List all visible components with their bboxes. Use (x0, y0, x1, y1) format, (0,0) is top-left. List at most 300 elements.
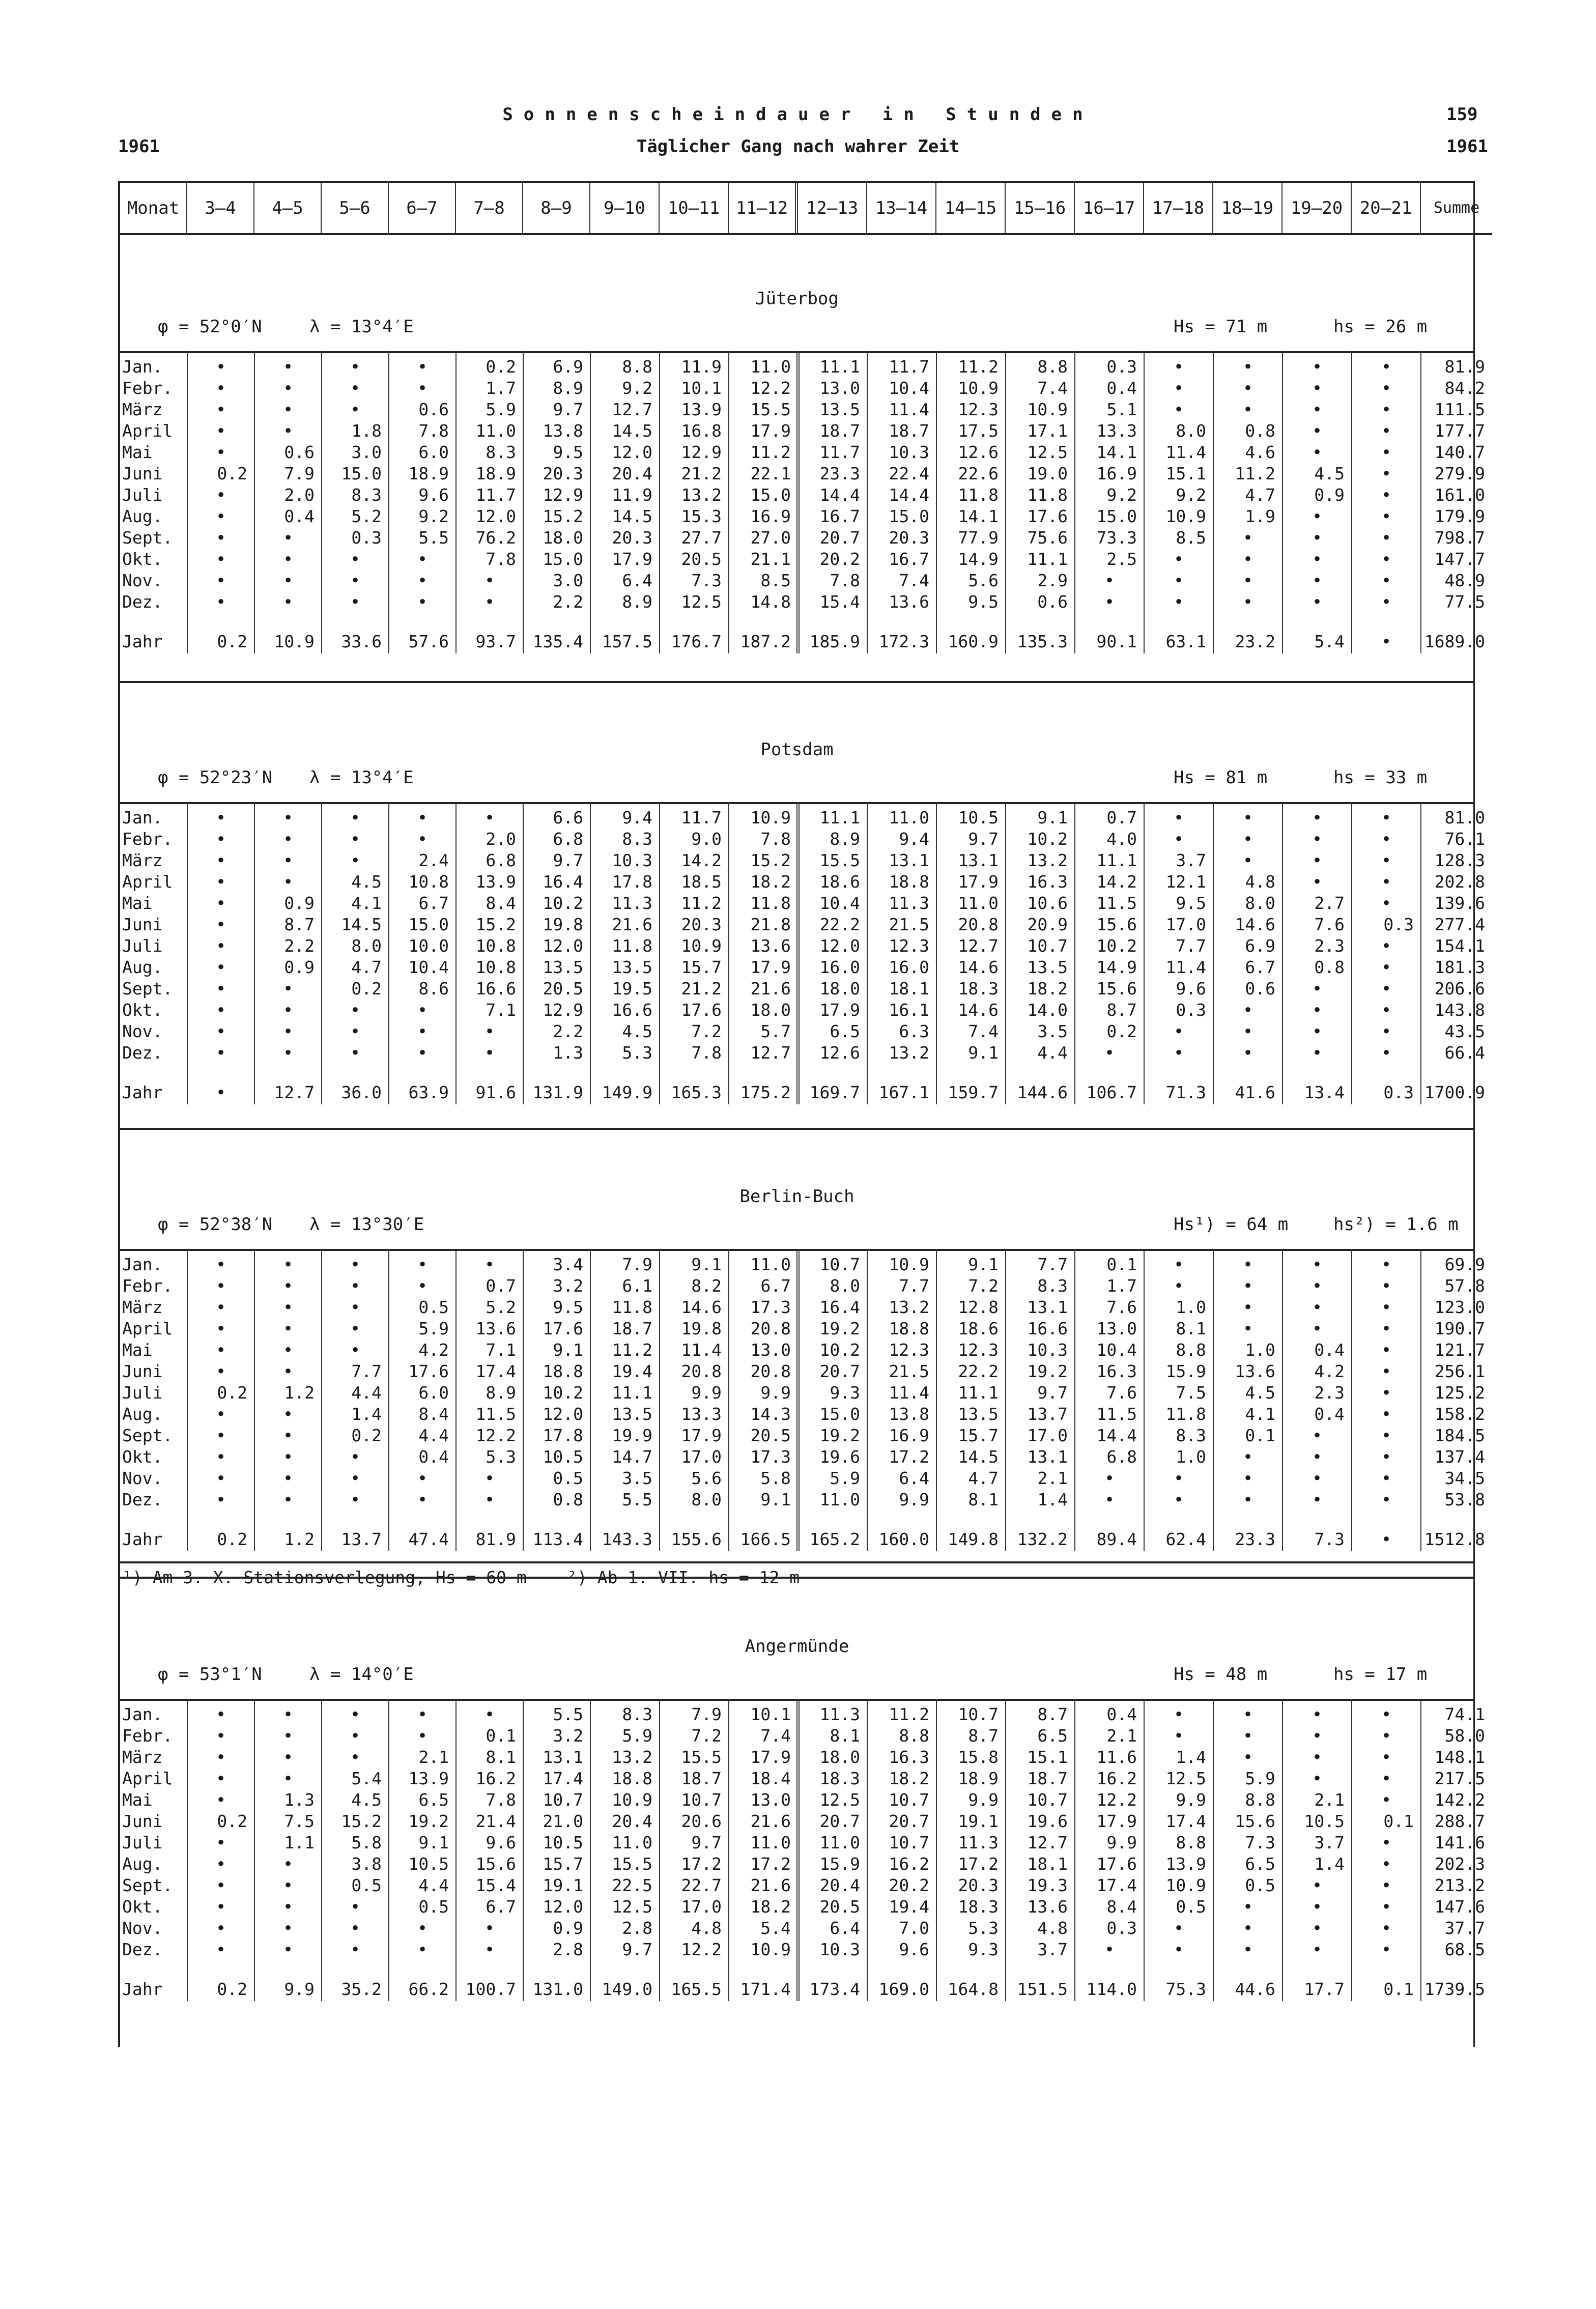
data-cell: • (1381, 1790, 1391, 1810)
data-cell: • (216, 872, 226, 892)
data-cell: 17.9 (819, 1000, 860, 1020)
data-cell: • (216, 571, 226, 590)
data-cell: 10.2 (1027, 829, 1068, 849)
data-cell: • (1243, 1704, 1253, 1724)
data-cell: • (1243, 571, 1253, 590)
data-cell: 18.4 (750, 1769, 791, 1788)
year-total-cell: 75.3 (1165, 1979, 1206, 1999)
year-total-cell: 57.6 (408, 632, 449, 651)
year-total-cell: 169.7 (809, 1082, 860, 1102)
data-cell: • (1104, 1043, 1115, 1063)
data-cell: 3.0 (351, 442, 382, 462)
year-total-cell: • (1381, 1529, 1391, 1549)
year-total-cell: 10.9 (274, 632, 315, 651)
data-cell: • (417, 1918, 428, 1938)
station-height-barometer: Hs = 71 m (1174, 317, 1268, 337)
data-cell: 15.5 (612, 1854, 652, 1874)
data-cell: 12.7 (1027, 1833, 1068, 1852)
data-cell: • (1104, 1940, 1115, 1959)
station-name: Potsdam (760, 739, 834, 760)
data-cell: • (350, 1340, 360, 1360)
year-total-cell: 33.6 (341, 632, 382, 651)
data-cell: 9.4 (622, 808, 652, 828)
data-cell: • (216, 808, 226, 828)
data-cell: • (216, 1854, 226, 1874)
data-cell: 2.2 (553, 1021, 583, 1041)
data-cell: • (1312, 808, 1322, 828)
data-cell: • (1174, 1468, 1184, 1488)
month-label: Okt. (122, 1000, 163, 1020)
month-label: Aug. (122, 1404, 163, 1424)
data-cell: 7.8 (760, 829, 791, 849)
data-cell: 9.9 (968, 1790, 999, 1810)
year-total-cell: 13.7 (341, 1529, 382, 1549)
data-cell: • (1381, 1704, 1391, 1724)
data-cell: 12.0 (475, 506, 516, 526)
data-cell: • (1174, 400, 1184, 419)
year-total-cell: 35.2 (341, 1979, 382, 1999)
data-cell: • (1381, 464, 1391, 483)
data-cell: 17.9 (750, 1747, 791, 1767)
data-cell: 14.1 (1096, 442, 1137, 462)
data-cell: • (417, 1021, 428, 1041)
data-cell: 17.6 (543, 1319, 583, 1338)
data-cell: 19.3 (1027, 1875, 1068, 1895)
data-cell: 10.7 (681, 1790, 722, 1810)
data-cell: 16.3 (889, 1747, 929, 1767)
data-cell: 128.3 (1434, 850, 1485, 870)
data-cell: 16.1 (889, 1000, 929, 1020)
data-cell: • (216, 506, 226, 526)
data-cell: 18.8 (889, 872, 929, 892)
data-cell: 6.8 (1106, 1447, 1137, 1467)
data-cell: 11.1 (958, 1383, 999, 1403)
data-cell: 19.9 (612, 1426, 652, 1445)
data-cell: 0.8 (1314, 957, 1345, 977)
data-cell: 17.4 (1096, 1875, 1137, 1895)
data-cell: 4.0 (1106, 829, 1137, 849)
data-cell: 9.5 (968, 592, 999, 612)
data-cell: • (283, 979, 293, 999)
month-label: März (122, 1747, 163, 1767)
data-cell: • (350, 1490, 360, 1509)
data-cell: 0.4 (1314, 1340, 1345, 1360)
data-cell: 5.5 (622, 1490, 652, 1509)
data-cell: 14.9 (958, 549, 999, 569)
data-cell: • (417, 549, 428, 569)
data-cell: • (216, 1833, 226, 1852)
station-longitude: λ = 13°4′E (309, 317, 414, 337)
data-cell: 10.4 (819, 893, 860, 913)
data-cell: 19.0 (1027, 464, 1068, 483)
station-name: Berlin-Buch (739, 1186, 854, 1207)
data-cell: 13.5 (612, 1404, 652, 1424)
column-header-row (120, 183, 1492, 235)
table-row (120, 1789, 1492, 1811)
data-cell: 9.4 (899, 829, 929, 849)
data-cell: 19.6 (1027, 1811, 1068, 1831)
data-cell: 9.2 (418, 506, 449, 526)
data-cell: 0.3 (1383, 915, 1414, 934)
data-cell: • (1243, 592, 1253, 612)
data-cell: 12.1 (1165, 872, 1206, 892)
data-cell: 18.7 (819, 421, 860, 441)
data-cell: • (216, 378, 226, 398)
data-cell: 13.6 (750, 936, 791, 956)
data-cell: 16.6 (475, 979, 516, 999)
data-cell: 0.5 (553, 1468, 583, 1488)
data-cell: 2.9 (1037, 571, 1068, 590)
data-cell: 11.0 (819, 1490, 860, 1509)
year-total-cell: 13.4 (1304, 1082, 1345, 1102)
table-row (120, 935, 1492, 957)
data-cell: • (350, 571, 360, 590)
data-cell: 20.4 (612, 1811, 652, 1831)
data-cell: • (484, 1043, 495, 1063)
data-cell: 12.7 (612, 400, 652, 419)
data-cell: 15.8 (958, 1747, 999, 1767)
data-cell: 6.0 (418, 1383, 449, 1403)
data-cell: • (283, 1769, 293, 1788)
month-label: Nov. (122, 1918, 163, 1938)
data-cell: 11.0 (750, 357, 791, 377)
data-cell: 190.7 (1434, 1319, 1485, 1338)
data-cell: • (283, 1940, 293, 1959)
data-cell: 19.4 (612, 1361, 652, 1381)
data-cell: 20.7 (819, 1361, 860, 1381)
year-total-cell: 135.3 (1017, 632, 1068, 651)
data-cell: 15.1 (1165, 464, 1206, 483)
data-cell: 14.5 (612, 506, 652, 526)
data-cell: • (283, 808, 293, 828)
data-cell: • (283, 1918, 293, 1938)
data-cell: 16.7 (889, 549, 929, 569)
data-cell: • (1174, 1490, 1184, 1509)
data-cell: 12.7 (958, 936, 999, 956)
data-cell: 17.2 (889, 1447, 929, 1467)
column-header-15: 17–18 (1144, 183, 1213, 233)
data-cell: 15.6 (1096, 915, 1137, 934)
data-cell: 14.4 (889, 485, 929, 505)
data-cell: • (283, 421, 293, 441)
data-cell: 13.6 (1235, 1361, 1275, 1381)
data-cell: 10.4 (1096, 1340, 1137, 1360)
data-cell: 5.4 (760, 1918, 791, 1938)
data-cell: • (1243, 1918, 1253, 1938)
data-cell: 15.9 (1165, 1361, 1206, 1381)
data-cell: 154.1 (1434, 936, 1485, 956)
table-row (120, 463, 1492, 484)
data-cell: 9.1 (968, 1043, 999, 1063)
data-cell: 18.6 (958, 1319, 999, 1338)
data-cell: 17.4 (475, 1361, 516, 1381)
data-cell: 9.0 (691, 829, 722, 849)
data-cell: • (350, 1726, 360, 1746)
year-total-cell: 131.9 (532, 1082, 583, 1102)
data-cell: 14.5 (958, 1447, 999, 1467)
data-cell: 68.5 (1444, 1940, 1485, 1959)
data-cell: 14.2 (681, 850, 722, 870)
data-cell: 0.5 (418, 1897, 449, 1917)
month-label: Jan. (122, 1255, 163, 1274)
data-cell: • (1243, 808, 1253, 828)
data-cell: 1.7 (486, 378, 516, 398)
month-label: April (122, 872, 173, 892)
column-header-12: 14–15 (936, 183, 1006, 233)
data-cell: 11.1 (1027, 549, 1068, 569)
month-label: Mai (122, 442, 153, 462)
data-cell: 13.3 (1096, 421, 1137, 441)
data-cell: • (350, 357, 360, 377)
data-cell: 8.3 (1176, 1426, 1206, 1445)
data-cell: 4.4 (418, 1875, 449, 1895)
data-cell: • (1312, 1875, 1322, 1895)
data-cell: 18.8 (612, 1769, 652, 1788)
data-cell: • (1381, 1854, 1391, 1874)
data-cell: • (1104, 592, 1115, 612)
data-cell: 7.8 (486, 1790, 516, 1810)
table-row (120, 484, 1492, 506)
data-cell: 5.6 (968, 571, 999, 590)
data-cell: 2.1 (1106, 1726, 1137, 1746)
data-cell: 20.4 (612, 464, 652, 483)
data-cell: 11.8 (1165, 1404, 1206, 1424)
data-cell: 7.1 (486, 1000, 516, 1020)
data-cell: 0.6 (1245, 979, 1275, 999)
data-cell: • (1381, 1918, 1391, 1938)
data-cell: • (216, 915, 226, 934)
month-label: Dez. (122, 592, 163, 612)
data-cell: 6.6 (553, 808, 583, 828)
data-cell: 0.4 (1106, 378, 1137, 398)
data-cell: • (484, 1490, 495, 1509)
data-cell: 21.1 (750, 549, 791, 569)
data-cell: 14.0 (1027, 1000, 1068, 1020)
year-total-cell: 165.5 (671, 1979, 722, 1999)
month-label: Juni (122, 464, 163, 483)
data-cell: 143.8 (1434, 1000, 1485, 1020)
data-cell: 15.7 (543, 1854, 583, 1874)
table-row (120, 1021, 1492, 1042)
data-cell: 20.8 (681, 1361, 722, 1381)
data-cell: 202.8 (1434, 872, 1485, 892)
data-cell: • (1381, 378, 1391, 398)
month-label: Jan. (122, 1704, 163, 1724)
data-cell: 7.2 (691, 1021, 722, 1041)
data-cell: • (1243, 1726, 1253, 1746)
data-cell: 10.9 (889, 1255, 929, 1274)
month-label: Aug. (122, 1854, 163, 1874)
data-cell: 17.6 (1027, 506, 1068, 526)
data-cell: 13.0 (1096, 1319, 1137, 1338)
data-cell: 9.1 (418, 1833, 449, 1852)
table-row (120, 356, 1492, 378)
table-row (120, 1382, 1492, 1404)
data-cell: • (216, 1704, 226, 1724)
year-total-cell: 1.2 (284, 1529, 315, 1549)
table-row (120, 1854, 1492, 1875)
data-cell: 18.8 (543, 1361, 583, 1381)
data-cell: • (1174, 1043, 1184, 1063)
station-longitude: λ = 13°30′E (309, 1214, 424, 1235)
station-block-j-terbog (120, 235, 1485, 673)
data-cell: 14.7 (612, 1447, 652, 1467)
data-cell: • (1243, 357, 1253, 377)
data-cell: 17.0 (1027, 1426, 1068, 1445)
data-cell: 10.7 (543, 1790, 583, 1810)
data-cell: 4.4 (418, 1426, 449, 1445)
data-cell: 0.6 (284, 442, 315, 462)
data-cell: 15.9 (819, 1854, 860, 1874)
column-header-8: 10–11 (660, 183, 729, 233)
year-total-cell: 71.3 (1165, 1082, 1206, 1102)
data-cell: • (1381, 850, 1391, 870)
data-cell: 12.2 (475, 1426, 516, 1445)
data-cell: 12.3 (958, 400, 999, 419)
data-cell: 9.6 (899, 1940, 929, 1959)
data-cell: 123.0 (1434, 1297, 1485, 1317)
month-label: Okt. (122, 1897, 163, 1917)
data-cell: • (1381, 506, 1391, 526)
year-total-cell: 173.4 (809, 1979, 860, 1999)
data-cell: • (417, 1704, 428, 1724)
data-cell: 17.2 (681, 1854, 722, 1874)
data-cell: 13.1 (958, 850, 999, 870)
data-cell: • (216, 829, 226, 849)
data-cell: 4.7 (1245, 485, 1275, 505)
data-cell: • (1243, 1000, 1253, 1020)
data-cell: 11.7 (475, 485, 516, 505)
data-cell: • (216, 979, 226, 999)
data-cell: 6.5 (1245, 1854, 1275, 1874)
data-cell: • (1381, 1404, 1391, 1424)
data-cell: 9.7 (968, 829, 999, 849)
month-label: Nov. (122, 1021, 163, 1041)
data-cell: • (283, 357, 293, 377)
data-cell: 22.2 (819, 915, 860, 934)
column-header-10: 12–13 (798, 183, 867, 233)
station-longitude: λ = 14°0′E (309, 1664, 414, 1685)
data-cell: 4.8 (1245, 872, 1275, 892)
data-cell: 12.0 (612, 442, 652, 462)
data-cell: 13.6 (889, 592, 929, 612)
year-total-cell: 113.4 (532, 1529, 583, 1549)
data-cell: • (1381, 1000, 1391, 1020)
data-cell: 1.9 (1245, 506, 1275, 526)
data-cell: • (417, 829, 428, 849)
year-total-cell: 17.7 (1304, 1979, 1345, 1999)
data-cell: 11.3 (612, 893, 652, 913)
data-cell: 10.7 (889, 1790, 929, 1810)
year-total-cell: 62.4 (1165, 1529, 1206, 1549)
station-height-sensor: hs = 26 m (1333, 317, 1428, 337)
column-header-13: 15–16 (1006, 183, 1075, 233)
data-cell: • (1243, 1319, 1253, 1338)
data-cell: 20.2 (889, 1875, 929, 1895)
month-label: Sept. (122, 979, 173, 999)
data-cell: 7.6 (1314, 915, 1345, 934)
data-cell: 13.9 (475, 872, 516, 892)
year-total-cell: 89.4 (1096, 1529, 1137, 1549)
data-cell: • (417, 378, 428, 398)
data-cell: 0.6 (418, 400, 449, 419)
year-total-cell: 23.3 (1235, 1529, 1275, 1549)
data-cell: 58.0 (1444, 1726, 1485, 1746)
data-cell: 6.8 (553, 829, 583, 849)
data-cell: 8.2 (691, 1276, 722, 1296)
data-cell: • (1243, 1940, 1253, 1959)
data-cell: 8.0 (351, 936, 382, 956)
data-cell: • (216, 442, 226, 462)
month-label: Sept. (122, 1426, 173, 1445)
table-row (120, 1918, 1492, 1939)
data-cell: 0.2 (486, 357, 516, 377)
data-cell: • (484, 1255, 495, 1274)
data-cell: 15.2 (341, 1811, 382, 1831)
data-cell: 17.1 (1027, 421, 1068, 441)
month-label: Okt. (122, 549, 163, 569)
data-cell: 10.7 (1027, 936, 1068, 956)
data-cell: 7.2 (691, 1726, 722, 1746)
data-cell: 12.9 (543, 485, 583, 505)
data-cell: 10.9 (612, 1790, 652, 1810)
table-row (120, 506, 1492, 527)
data-cell: 15.0 (543, 549, 583, 569)
data-cell: • (350, 1897, 360, 1917)
data-cell: 9.2 (1176, 485, 1206, 505)
data-cell: 8.3 (622, 1704, 652, 1724)
data-cell: 77.9 (958, 528, 999, 548)
data-cell: • (417, 571, 428, 590)
year-total-cell: 172.3 (878, 632, 929, 651)
month-label: Febr. (122, 1276, 173, 1296)
column-header-0: Monat (120, 183, 187, 233)
data-cell: 7.1 (486, 1340, 516, 1360)
data-cell: 7.7 (899, 1276, 929, 1296)
data-cell: 158.2 (1434, 1404, 1485, 1424)
year-total-cell: 160.0 (878, 1529, 929, 1549)
month-label: Juli (122, 1833, 163, 1852)
data-cell: • (283, 1361, 293, 1381)
data-cell: • (1381, 872, 1391, 892)
table-row (120, 1811, 1492, 1832)
data-cell: • (1381, 1319, 1391, 1338)
data-cell: • (1243, 1297, 1253, 1317)
data-cell: • (283, 1426, 293, 1445)
data-cell: 13.2 (889, 1043, 929, 1063)
data-cell: 19.6 (819, 1447, 860, 1467)
data-cell: 10.9 (681, 936, 722, 956)
data-cell: 11.4 (889, 1383, 929, 1403)
data-cell: 0.1 (1383, 1811, 1414, 1831)
station-latitude: φ = 52°23′N (158, 767, 273, 788)
month-label: Juni (122, 1361, 163, 1381)
data-cell: 15.3 (681, 506, 722, 526)
data-cell: 6.4 (899, 1468, 929, 1488)
data-cell: 7.5 (284, 1811, 315, 1831)
table-row (120, 1254, 1492, 1275)
data-cell: 8.8 (899, 1726, 929, 1746)
data-cell: • (216, 1940, 226, 1959)
data-cell: 12.3 (958, 1340, 999, 1360)
data-cell: 19.2 (408, 1811, 449, 1831)
data-cell: 11.5 (1096, 1404, 1137, 1424)
data-cell: 17.6 (1096, 1854, 1137, 1874)
year-total-cell: 0.3 (1383, 1082, 1414, 1102)
data-cell: • (484, 1704, 495, 1724)
data-cell: 141.6 (1434, 1833, 1485, 1852)
data-cell: • (484, 1918, 495, 1938)
